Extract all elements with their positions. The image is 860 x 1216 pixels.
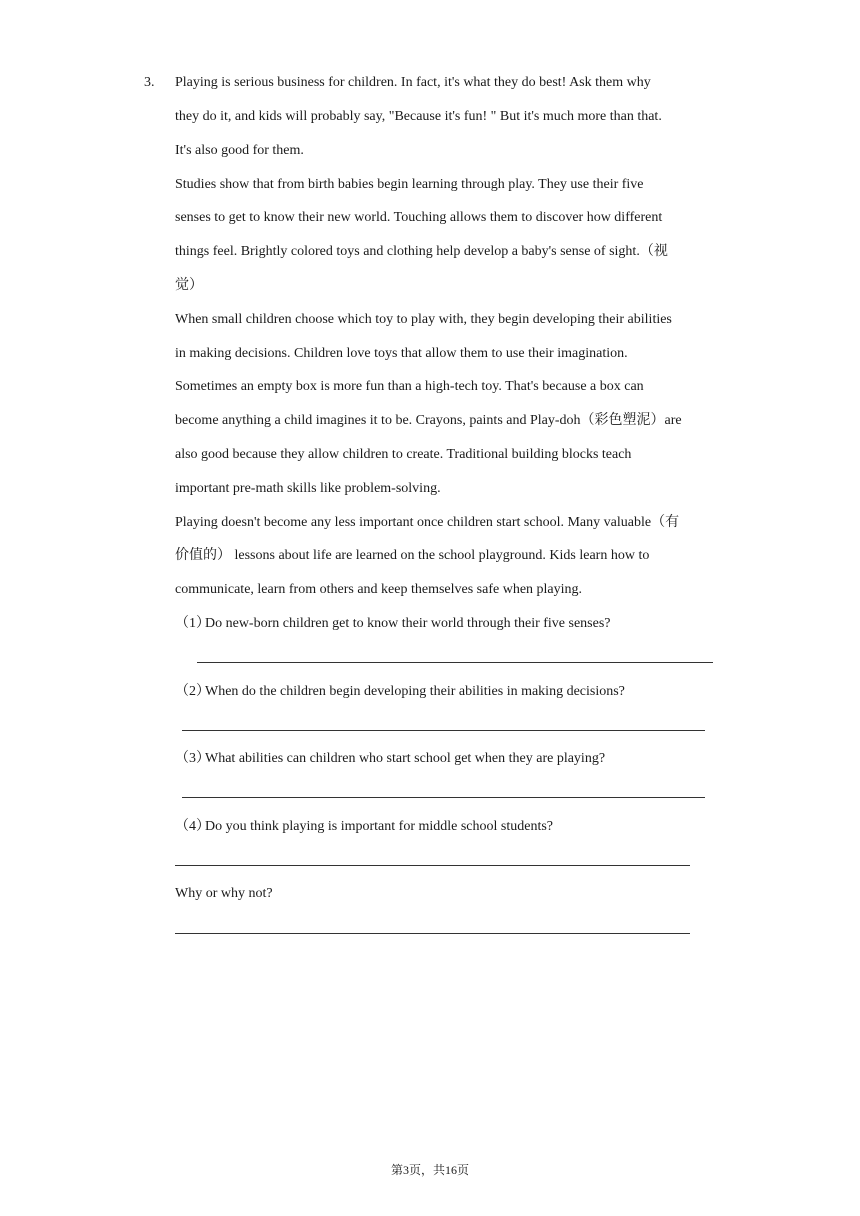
follow-up-question: Why or why not? bbox=[175, 886, 273, 901]
passage-line: senses to get to know their new world. Touching allows them to discover how different bbox=[175, 210, 663, 225]
passage-line: things feel. Brightly colored toys and clothing help develop a baby's sense of sight.（视 bbox=[175, 244, 668, 259]
sub-question-text: Do you think playing is important for middle school students? bbox=[205, 819, 554, 834]
passage-line: Playing doesn't become any less important once children start school. Many valuable（有 bbox=[175, 515, 680, 530]
passage-line: Sometimes an empty box is more fun than a high-tech toy. That's because a box can bbox=[175, 379, 644, 394]
sub-question-label: （2） bbox=[175, 684, 210, 699]
sub-question-2 bbox=[175, 682, 625, 702]
question-number: 3. bbox=[144, 75, 155, 90]
sub-question-label: （4） bbox=[175, 819, 210, 834]
sub-question-1 bbox=[175, 614, 611, 634]
answer-line-4b[interactable] bbox=[175, 933, 690, 934]
sub-question-text: When do the children begin developing their abilities in making decisions? bbox=[205, 684, 625, 699]
passage-line: important pre-math skills like problem-solving. bbox=[175, 481, 441, 496]
sub-question-label: （3） bbox=[175, 751, 210, 766]
answer-line-2[interactable] bbox=[182, 730, 705, 731]
answer-line-1[interactable] bbox=[197, 662, 713, 663]
sub-question-text: Do new-born children get to know their world through their five senses? bbox=[205, 616, 611, 631]
sub-question-3 bbox=[175, 749, 605, 769]
passage-line: It's also good for them. bbox=[175, 143, 304, 158]
answer-line-4a[interactable] bbox=[175, 865, 690, 866]
sub-question-4 bbox=[175, 817, 553, 837]
passage-line: in making decisions. Children love toys that allow them to use their imagination. bbox=[175, 346, 628, 361]
passage-line: Studies show that from birth babies begin learning through play. They use their five bbox=[175, 177, 644, 192]
passage-line: also good because they allow children to create. Traditional building blocks teach bbox=[175, 447, 632, 462]
passage-line: they do it, and kids will probably say, "Because it's fun! " But it's much more than that. bbox=[175, 109, 662, 124]
answer-line-3[interactable] bbox=[182, 797, 705, 798]
passage-line: 价值的） lessons about life are learned on the school playground. Kids learn how to bbox=[175, 548, 650, 563]
passage-line: become anything a child imagines it to be. Crayons, paints and Play-doh（彩色塑泥）are bbox=[175, 413, 682, 428]
passage-line: 觉） bbox=[175, 278, 203, 293]
passage-line: When small children choose which toy to play with, they begin developing their abilities bbox=[175, 312, 672, 327]
sub-question-text: What abilities can children who start school get when they are playing? bbox=[205, 751, 606, 766]
sub-question-label: （1） bbox=[175, 616, 210, 631]
passage-line: Playing is serious business for children. In fact, it's what they do best! Ask them why bbox=[175, 75, 651, 90]
page-footer: 第3页，共16页 bbox=[390, 1163, 469, 1177]
passage-line: communicate, learn from others and keep themselves safe when playing. bbox=[175, 582, 583, 597]
